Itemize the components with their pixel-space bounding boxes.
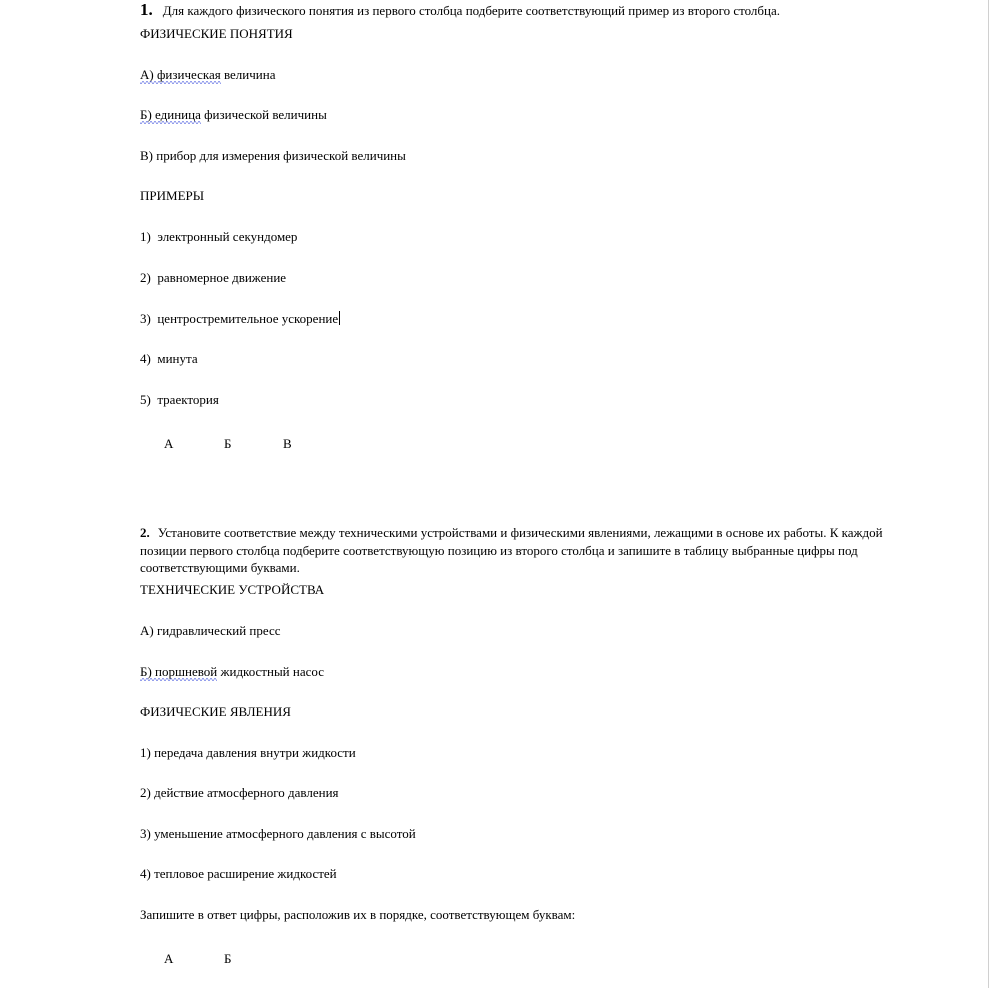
phenomenon-item-3: [140, 826, 416, 842]
phenomenon-item-4: [140, 866, 337, 882]
example-item-3[interactable]: [140, 311, 340, 327]
example-num: 4): [140, 351, 151, 366]
example-num: 3): [140, 311, 151, 326]
example-item-1: [140, 229, 297, 245]
example-text: равномерное движение: [157, 270, 287, 285]
phenomenon-num: 3): [140, 826, 151, 841]
device-item-a: [140, 623, 281, 639]
phenomenon-text: передача давления внутри жидкости: [154, 745, 356, 760]
example-item-4: [140, 351, 198, 367]
task2-answer-letter-a: А: [164, 951, 174, 966]
device-item-b: [140, 664, 324, 680]
phenomenon-num: 2): [140, 785, 151, 800]
concept-item-b: [140, 107, 327, 123]
device-letter: А): [140, 623, 154, 638]
example-text: минута: [157, 351, 198, 366]
task1-question: Для каждого физического понятия из первого столбца подберите соответствующий пример из второго столбца.: [162, 3, 781, 18]
task2-answer-letter-b: Б: [224, 951, 232, 966]
phenomenon-num: 1): [140, 745, 151, 760]
device-rest: гидравлический пресс: [156, 623, 281, 638]
example-text: траектория: [157, 392, 219, 407]
task2-question: [140, 524, 900, 577]
concept-rest: физической величины: [204, 107, 327, 122]
phenomenon-item-2: [140, 785, 339, 801]
task2-phenomena-heading: ФИЗИЧЕСКИЕ ЯВЛЕНИЯ: [140, 704, 291, 719]
phenomenon-text: уменьшение атмосферного давления с высотой: [154, 826, 416, 841]
task1-number: 1.: [140, 0, 153, 19]
concept-letter: В): [140, 148, 153, 163]
example-text: электронный секундомер: [157, 229, 298, 244]
phenomenon-text: тепловое расширение жидкостей: [154, 866, 337, 881]
concept-rest: величина: [223, 67, 276, 82]
task1-answer-letter-a: А: [164, 436, 174, 451]
concept-letter: Б): [140, 107, 152, 122]
task1-concepts-heading: ФИЗИЧЕСКИЕ ПОНЯТИЯ: [140, 26, 293, 41]
device-word: поршневой: [155, 664, 218, 679]
phenomenon-text: действие атмосферного давления: [154, 785, 339, 800]
device-rest: жидкостный насос: [220, 664, 324, 679]
task1-answer-letter-b: Б: [224, 436, 232, 451]
example-item-5: [140, 392, 219, 408]
concept-item-a: [140, 67, 275, 83]
concept-word: единица: [155, 107, 201, 122]
task2-number: 2.: [140, 525, 150, 540]
phenomenon-item-1: [140, 745, 356, 761]
concept-word: физическая: [156, 67, 221, 82]
concept-item-v: [140, 148, 406, 164]
task2-devices-heading: ТЕХНИЧЕСКИЕ УСТРОЙСТВА: [140, 582, 325, 597]
example-item-2: [140, 270, 286, 286]
task1-examples-heading: ПРИМЕРЫ: [140, 188, 205, 203]
concept-letter: А): [140, 67, 154, 82]
task1-question-line: [140, 2, 780, 19]
example-num: 2): [140, 270, 151, 285]
text-cursor: [339, 311, 340, 325]
concept-rest: прибор для измерения физической величины: [156, 148, 406, 163]
task2-instruction: Запишите в ответ цифры, расположив их в порядке, соответствующем буквам:: [140, 907, 576, 922]
task2-question-text: Установите соответствие между техническими устройствами и физическими явлениями, лежащими в основе их работы. К каждой позиции первого столбца подберите соответствующую позицию из второго столбца и запишите в таблицу выбранные цифры под соответствующими буквами.: [140, 525, 883, 575]
device-letter: Б): [140, 664, 152, 679]
example-text: центростремительное ускорение: [157, 311, 339, 326]
task1-answer-letter-v: В: [283, 436, 292, 451]
phenomenon-num: 4): [140, 866, 151, 881]
example-num: 5): [140, 392, 151, 407]
example-num: 1): [140, 229, 151, 244]
